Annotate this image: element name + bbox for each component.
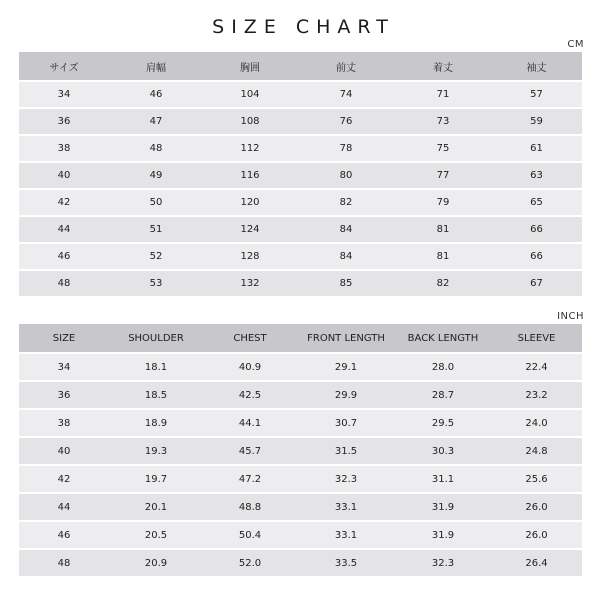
table-cell: 38: [57, 417, 71, 429]
table-cell: 75: [436, 143, 450, 154]
cm-unit-label: CM: [567, 39, 584, 50]
cm-size-table: [19, 50, 582, 298]
table-cell: 132: [240, 278, 260, 289]
table-cell: 53: [149, 278, 163, 289]
table-cell: 50: [149, 197, 163, 208]
table-cell: 40: [57, 170, 71, 181]
table-cell: 31.5: [334, 445, 358, 457]
table-cell: 31.9: [431, 529, 455, 541]
cm-header-size: サイズ: [49, 62, 79, 74]
table-cell: 71: [436, 89, 450, 100]
table-cell: 31.9: [431, 501, 455, 513]
table-cell: 18.9: [144, 417, 168, 429]
table-cell: 46: [57, 251, 71, 262]
table-cell: 76: [339, 116, 353, 127]
table-cell: 57: [530, 89, 543, 100]
table-cell: 26.0: [525, 529, 548, 541]
table-cell: 46: [57, 529, 71, 541]
table-row: [19, 271, 582, 296]
table-cell: 108: [240, 116, 260, 127]
cm-header-back-length: 着丈: [433, 62, 453, 74]
table-cell: 19.7: [144, 473, 168, 485]
table-cell: 52.0: [238, 557, 262, 569]
inch-header-back-length: BACK LENGTH: [407, 332, 479, 344]
table-cell: 29.1: [334, 361, 358, 373]
table-row: [19, 410, 582, 436]
table-row: [19, 244, 582, 269]
cm-table-body: [19, 82, 582, 296]
table-cell: 124: [240, 224, 260, 235]
table-cell: 34: [57, 361, 71, 373]
table-cell: 120: [240, 197, 260, 208]
table-row: [19, 109, 582, 134]
table-cell: 18.5: [144, 389, 168, 401]
table-cell: 44: [57, 224, 71, 235]
table-cell: 59: [530, 116, 543, 127]
table-cell: 104: [240, 89, 260, 100]
table-cell: 29.5: [431, 417, 455, 429]
inch-header-shoulder: SHOULDER: [128, 332, 184, 344]
table-cell: 66: [530, 224, 543, 235]
table-cell: 48: [149, 143, 163, 154]
table-cell: 38: [57, 143, 71, 154]
table-cell: 42: [57, 197, 71, 208]
table-cell: 28.0: [431, 361, 455, 373]
table-cell: 85: [339, 278, 353, 289]
table-cell: 66: [530, 251, 543, 262]
table-cell: 63: [530, 170, 543, 181]
inch-header-row: [19, 324, 582, 352]
table-cell: 22.4: [525, 361, 548, 373]
table-cell: 33.1: [334, 501, 358, 513]
table-cell: 29.9: [334, 389, 358, 401]
table-cell: 34: [57, 89, 71, 100]
table-cell: 20.1: [144, 501, 168, 513]
table-cell: 50.4: [238, 529, 262, 541]
table-cell: 112: [240, 143, 260, 154]
table-row: [19, 550, 582, 576]
table-row: [19, 82, 582, 107]
table-cell: 47.2: [238, 473, 262, 485]
table-row: [19, 466, 582, 492]
table-cell: 24.8: [525, 445, 548, 457]
table-cell: 48.8: [238, 501, 262, 513]
table-cell: 77: [436, 170, 450, 181]
table-cell: 26.4: [525, 557, 548, 569]
table-row: [19, 382, 582, 408]
inch-unit-label: INCH: [557, 311, 584, 322]
table-row: [19, 522, 582, 548]
table-cell: 30.3: [431, 445, 455, 457]
table-cell: 81: [436, 251, 450, 262]
table-cell: 44.1: [238, 417, 262, 429]
table-cell: 73: [436, 116, 450, 127]
table-cell: 24.0: [525, 417, 548, 429]
table-cell: 20.9: [144, 557, 168, 569]
table-cell: 52: [149, 251, 163, 262]
table-row: [19, 136, 582, 161]
table-cell: 23.2: [525, 389, 548, 401]
table-row: [19, 494, 582, 520]
table-cell: 74: [339, 89, 353, 100]
table-cell: 116: [240, 170, 260, 181]
table-row: [19, 217, 582, 242]
table-cell: 65: [530, 197, 543, 208]
table-cell: 45.7: [238, 445, 262, 457]
table-cell: 31.1: [431, 473, 455, 485]
table-cell: 25.6: [525, 473, 548, 485]
table-row: [19, 190, 582, 215]
page-title: SIZE CHART: [212, 16, 395, 38]
cm-header-front-length: 前丈: [336, 62, 356, 74]
table-cell: 46: [149, 89, 163, 100]
inch-header-chest: CHEST: [233, 332, 267, 344]
table-cell: 40.9: [238, 361, 262, 373]
table-cell: 80: [339, 170, 353, 181]
table-cell: 84: [339, 251, 353, 262]
table-cell: 28.7: [431, 389, 455, 401]
table-cell: 26.0: [525, 501, 548, 513]
table-cell: 78: [339, 143, 353, 154]
table-cell: 40: [57, 445, 71, 457]
table-cell: 32.3: [431, 557, 455, 569]
table-cell: 61: [530, 143, 543, 154]
table-cell: 30.7: [334, 417, 358, 429]
table-cell: 47: [149, 116, 163, 127]
table-cell: 67: [530, 278, 543, 289]
table-row: [19, 163, 582, 188]
cm-header-chest: 胸囲: [240, 62, 260, 74]
cm-header-shoulder: 肩幅: [146, 62, 166, 74]
inch-table-body: [19, 354, 582, 576]
table-cell: 33.5: [334, 557, 358, 569]
table-cell: 33.1: [334, 529, 358, 541]
table-cell: 79: [436, 197, 450, 208]
cm-header-sleeve: 袖丈: [526, 62, 547, 74]
table-cell: 36: [57, 116, 71, 127]
table-cell: 20.5: [144, 529, 168, 541]
table-row: [19, 438, 582, 464]
table-cell: 32.3: [334, 473, 358, 485]
table-cell: 128: [240, 251, 260, 262]
table-row: [19, 354, 582, 380]
inch-header-size: SIZE: [52, 332, 76, 344]
table-cell: 19.3: [144, 445, 168, 457]
table-cell: 48: [57, 557, 71, 569]
table-cell: 42: [57, 473, 71, 485]
table-cell: 81: [436, 224, 450, 235]
table-cell: 51: [149, 224, 163, 235]
inch-header-front-length: FRONT LENGTH: [307, 332, 385, 344]
table-cell: 49: [149, 170, 163, 181]
cm-header-row: [19, 52, 582, 80]
table-cell: 36: [57, 389, 71, 401]
table-cell: 42.5: [238, 389, 262, 401]
table-cell: 44: [57, 501, 71, 513]
inch-size-table: [19, 322, 582, 578]
table-cell: 84: [339, 224, 353, 235]
inch-header-sleeve: SLEEVE: [517, 332, 556, 344]
table-cell: 82: [436, 278, 450, 289]
table-cell: 82: [339, 197, 353, 208]
table-cell: 48: [57, 278, 71, 289]
table-cell: 18.1: [144, 361, 168, 373]
